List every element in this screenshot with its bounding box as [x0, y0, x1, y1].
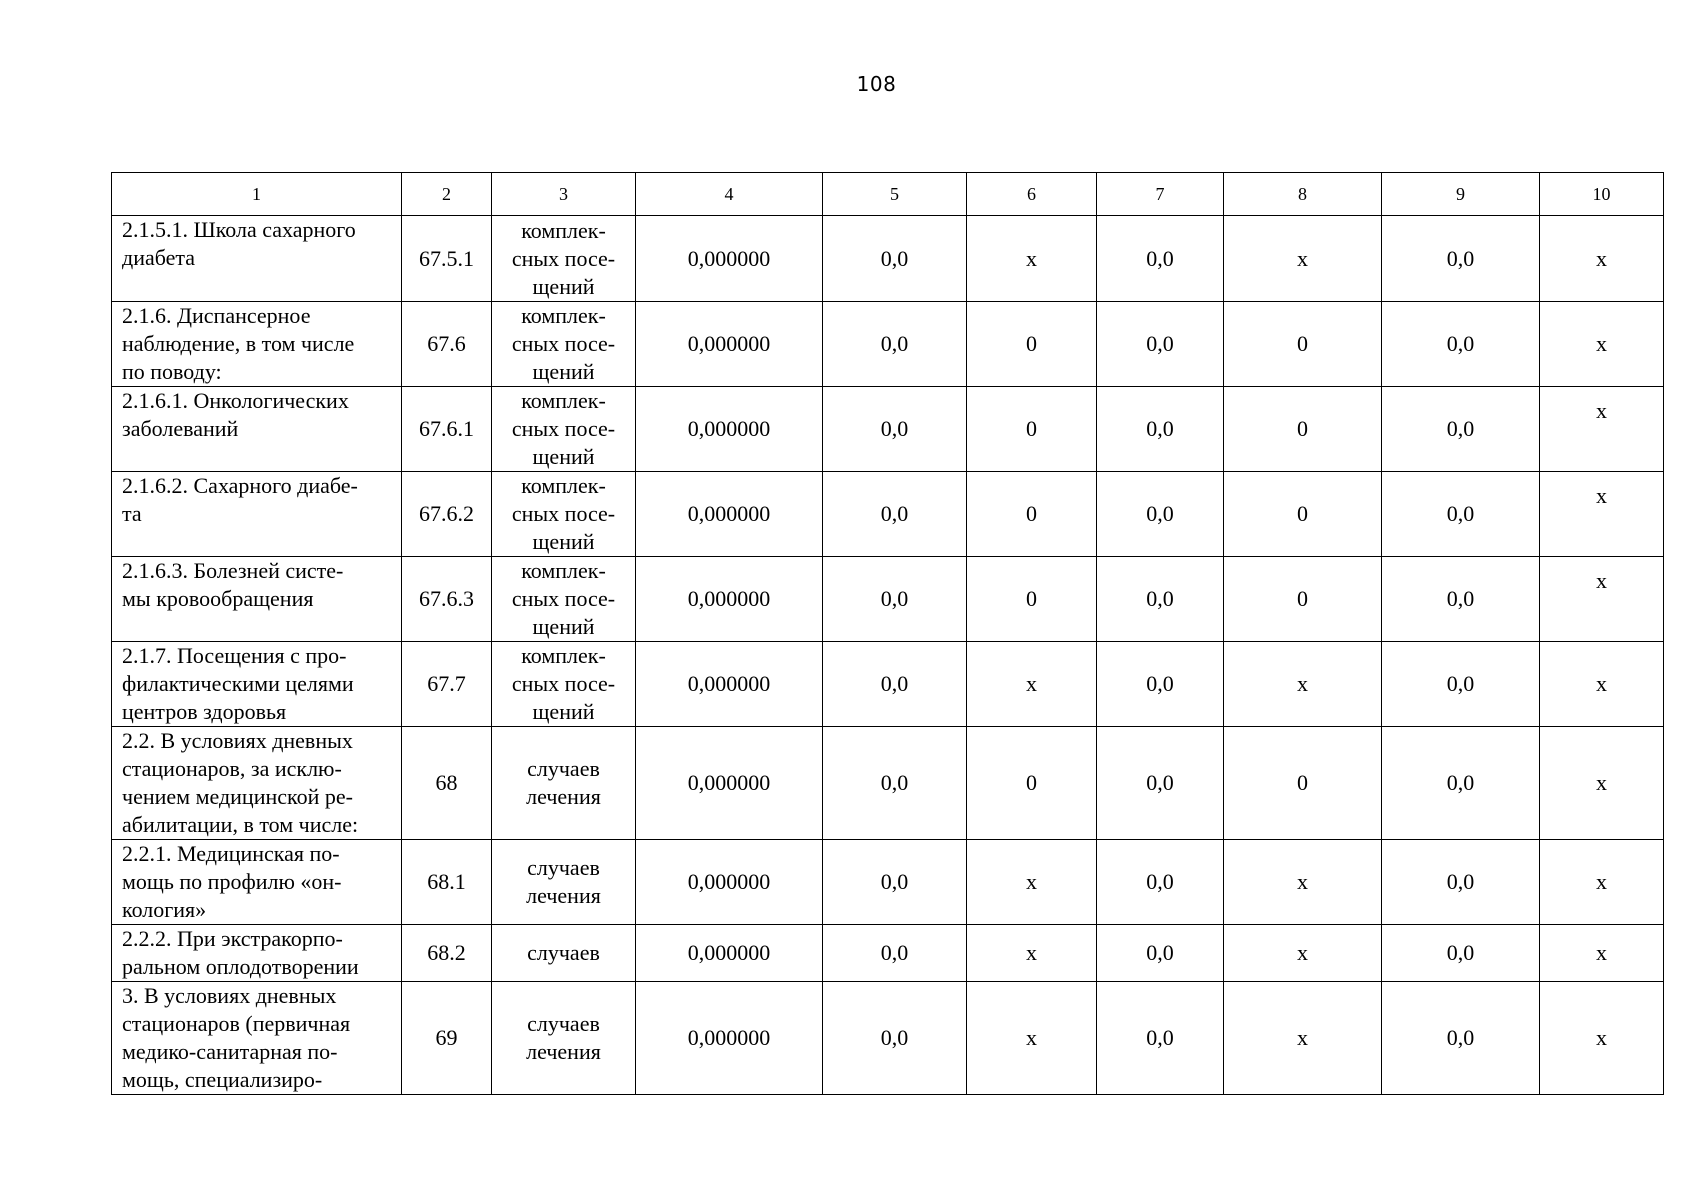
unit-line: щений — [532, 699, 595, 724]
unit-line: лечения — [526, 883, 601, 908]
value-cell-c4: 0,000000 — [636, 557, 823, 642]
indicator-name-cell — [112, 925, 402, 982]
unit-line: комплек- — [521, 388, 606, 413]
unit-line: случаев — [527, 1011, 600, 1036]
unit-line: лечения — [526, 784, 601, 809]
value-cell-c8: x — [1224, 642, 1382, 727]
table-row — [112, 982, 1664, 1095]
unit-cell — [492, 727, 636, 840]
value-cell-c6: x — [967, 642, 1097, 727]
unit-cell — [492, 840, 636, 925]
value-cell-c4: 0,000000 — [636, 302, 823, 387]
table-row — [112, 727, 1664, 840]
indicator-name-line: 2.1.7. Посещения с про- — [122, 643, 347, 668]
value-cell-c10: x — [1540, 982, 1664, 1095]
indicator-name-line: 2.1.6.1. Онкологических — [122, 388, 349, 413]
unit-line: сных посе- — [511, 331, 616, 356]
value-cell-c6: 0 — [967, 472, 1097, 557]
indicator-name-line: медико-санитарная по- — [122, 1039, 338, 1064]
indicator-name-line: та — [122, 501, 142, 526]
unit-cell — [492, 642, 636, 727]
value-cell-c10: x — [1540, 642, 1664, 727]
indicator-name-line: 2.2.2. При экстракорпо- — [122, 926, 343, 951]
indicator-name-line: абилитации, в том числе: — [122, 812, 359, 837]
unit-line: сных посе- — [511, 416, 616, 441]
indicator-name-cell — [112, 302, 402, 387]
value-cell-c5: 0,0 — [823, 387, 967, 472]
value-cell-c5: 0,0 — [823, 472, 967, 557]
row-code-cell: 68 — [402, 727, 492, 840]
column-header: 3 — [492, 173, 636, 216]
unit-line: сных посе- — [511, 501, 616, 526]
indicator-name-line: мощь по профилю «он- — [122, 869, 342, 894]
column-header: 1 — [112, 173, 402, 216]
value-cell-c10: x — [1540, 727, 1664, 840]
value-cell-c7: 0,0 — [1097, 727, 1224, 840]
indicator-name-line: стационаров, за исклю- — [122, 756, 342, 781]
value-cell-c5: 0,0 — [823, 216, 967, 302]
table-row — [112, 302, 1664, 387]
value-cell-c10: x — [1540, 387, 1664, 472]
indicator-name-line: 2.1.6. Диспансерное — [122, 303, 311, 328]
value-cell-c5: 0,0 — [823, 557, 967, 642]
value-cell-c7: 0,0 — [1097, 642, 1224, 727]
table-row — [112, 925, 1664, 982]
row-code-cell: 67.6 — [402, 302, 492, 387]
unit-cell — [492, 982, 636, 1095]
unit-line: комплек- — [521, 473, 606, 498]
value-cell-c10: x — [1540, 840, 1664, 925]
value-cell-c6: x — [967, 216, 1097, 302]
value-cell-c8: 0 — [1224, 472, 1382, 557]
value-cell-c4: 0,000000 — [636, 840, 823, 925]
indicator-name-cell — [112, 727, 402, 840]
value-cell-c9: 0,0 — [1382, 982, 1540, 1095]
indicator-name-cell — [112, 387, 402, 472]
value-cell-c6: x — [967, 982, 1097, 1095]
column-header: 8 — [1224, 173, 1382, 216]
indicator-name-line: центров здоровья — [122, 699, 287, 724]
value-cell-c8: x — [1224, 216, 1382, 302]
unit-line: щений — [532, 529, 595, 554]
value-cell-c6: 0 — [967, 727, 1097, 840]
value-cell-c4: 0,000000 — [636, 727, 823, 840]
value-cell-c5: 0,0 — [823, 840, 967, 925]
indicator-name-line: кология» — [122, 897, 207, 922]
indicator-name-line: наблюдение, в том числе — [122, 331, 355, 356]
indicator-name-line: 2.2.1. Медицинская по- — [122, 841, 340, 866]
value-cell-c10: x — [1540, 472, 1664, 557]
unit-line: комплек- — [521, 558, 606, 583]
row-code-cell: 67.6.3 — [402, 557, 492, 642]
header-row — [112, 173, 1664, 216]
indicator-name-cell — [112, 216, 402, 302]
indicator-name-line: 2.1.6.3. Болезней систе- — [122, 558, 344, 583]
value-cell-c8: 0 — [1224, 302, 1382, 387]
row-code-cell: 67.7 — [402, 642, 492, 727]
value-cell-c9: 0,0 — [1382, 727, 1540, 840]
value-cell-c9: 0,0 — [1382, 387, 1540, 472]
value-cell-c4: 0,000000 — [636, 925, 823, 982]
value-cell-c8: x — [1224, 840, 1382, 925]
value-cell-c9: 0,0 — [1382, 557, 1540, 642]
indicator-name-cell — [112, 557, 402, 642]
value-cell-c6: x — [967, 925, 1097, 982]
value-cell-c7: 0,0 — [1097, 840, 1224, 925]
unit-line: комплек- — [521, 217, 606, 243]
unit-line: случаев — [527, 940, 600, 965]
indicator-name-cell — [112, 642, 402, 727]
value-cell-c7: 0,0 — [1097, 302, 1224, 387]
value-cell-c4: 0,000000 — [636, 982, 823, 1095]
unit-line: сных посе- — [511, 245, 616, 271]
unit-line: щений — [532, 359, 595, 384]
unit-line: лечения — [526, 1039, 601, 1064]
value-cell-c5: 0,0 — [823, 727, 967, 840]
value-cell-c7: 0,0 — [1097, 982, 1224, 1095]
column-header: 7 — [1097, 173, 1224, 216]
value-cell-c8: x — [1224, 982, 1382, 1095]
unit-line: случаев — [527, 855, 600, 880]
indicator-name-line: филактическими целями — [122, 671, 354, 696]
indicator-name-line: по поводу: — [122, 359, 222, 384]
value-cell-c8: 0 — [1224, 387, 1382, 472]
value-cell-c9: 0,0 — [1382, 302, 1540, 387]
indicator-name-cell — [112, 472, 402, 557]
unit-line: комплек- — [521, 643, 606, 668]
indicator-name-line: чением медицинской ре- — [122, 784, 353, 809]
table-row — [112, 472, 1664, 557]
indicator-name-line: заболеваний — [122, 416, 239, 441]
unit-line: сных посе- — [511, 671, 616, 696]
unit-line: щений — [532, 273, 595, 299]
row-code-cell: 69 — [402, 982, 492, 1095]
value-cell-c9: 0,0 — [1382, 472, 1540, 557]
unit-cell — [492, 472, 636, 557]
value-cell-c5: 0,0 — [823, 302, 967, 387]
value-cell-c6: 0 — [967, 387, 1097, 472]
indicator-name-line: диабета — [122, 245, 196, 270]
column-header: 9 — [1382, 173, 1540, 216]
column-header: 6 — [967, 173, 1097, 216]
page-number: 108 — [856, 72, 897, 96]
indicator-name-line: 2.1.6.2. Сахарного диабе- — [122, 473, 358, 498]
value-cell-c7: 0,0 — [1097, 216, 1224, 302]
table-row — [112, 840, 1664, 925]
value-cell-c4: 0,000000 — [636, 472, 823, 557]
value-cell-c10: x — [1540, 302, 1664, 387]
value-cell-c9: 0,0 — [1382, 840, 1540, 925]
unit-cell — [492, 216, 636, 302]
column-header: 4 — [636, 173, 823, 216]
unit-cell — [492, 387, 636, 472]
column-header: 2 — [402, 173, 492, 216]
indicator-name-line: мощь, специализиро- — [122, 1067, 323, 1092]
value-cell-c5: 0,0 — [823, 925, 967, 982]
unit-cell — [492, 925, 636, 982]
indicator-name-cell — [112, 982, 402, 1095]
value-cell-c8: 0 — [1224, 557, 1382, 642]
value-cell-c8: x — [1224, 925, 1382, 982]
value-cell-c10: x — [1540, 925, 1664, 982]
data-table — [111, 172, 1664, 1095]
row-code-cell: 68.2 — [402, 925, 492, 982]
value-cell-c10: x — [1540, 557, 1664, 642]
value-cell-c10: x — [1540, 216, 1664, 302]
value-cell-c7: 0,0 — [1097, 472, 1224, 557]
indicator-name-cell — [112, 840, 402, 925]
row-code-cell: 67.6.2 — [402, 472, 492, 557]
indicator-name-line: 2.2. В условиях дневных — [122, 728, 353, 753]
indicator-name-line: 3. В условиях дневных — [122, 983, 337, 1008]
row-code-cell: 67.6.1 — [402, 387, 492, 472]
unit-cell — [492, 557, 636, 642]
unit-line: щений — [532, 444, 595, 469]
table-row — [112, 387, 1664, 472]
value-cell-c7: 0,0 — [1097, 557, 1224, 642]
value-cell-c6: x — [967, 840, 1097, 925]
value-cell-c6: 0 — [967, 302, 1097, 387]
indicator-name-line: мы кровообращения — [122, 586, 314, 611]
value-cell-c7: 0,0 — [1097, 925, 1224, 982]
table-row — [112, 557, 1664, 642]
value-cell-c9: 0,0 — [1382, 925, 1540, 982]
value-cell-c9: 0,0 — [1382, 216, 1540, 302]
value-cell-c4: 0,000000 — [636, 387, 823, 472]
value-cell-c8: 0 — [1224, 727, 1382, 840]
value-cell-c4: 0,000000 — [636, 642, 823, 727]
value-cell-c5: 0,0 — [823, 642, 967, 727]
unit-cell — [492, 302, 636, 387]
value-cell-c7: 0,0 — [1097, 387, 1224, 472]
unit-line: щений — [532, 614, 595, 639]
value-cell-c5: 0,0 — [823, 982, 967, 1095]
value-cell-c6: 0 — [967, 557, 1097, 642]
indicator-name-line: 2.1.5.1. Школа сахарного — [122, 217, 356, 242]
indicator-name-line: ральном оплодотворении — [122, 954, 359, 979]
unit-line: сных посе- — [511, 586, 616, 611]
value-cell-c4: 0,000000 — [636, 216, 823, 302]
unit-line: случаев — [527, 756, 600, 781]
row-code-cell: 67.5.1 — [402, 216, 492, 302]
unit-line: комплек- — [521, 303, 606, 328]
table-row — [112, 216, 1664, 302]
column-header: 5 — [823, 173, 967, 216]
indicator-name-line: стационаров (первичная — [122, 1011, 351, 1036]
column-header: 10 — [1540, 173, 1664, 216]
row-code-cell: 68.1 — [402, 840, 492, 925]
value-cell-c9: 0,0 — [1382, 642, 1540, 727]
table-row — [112, 642, 1664, 727]
